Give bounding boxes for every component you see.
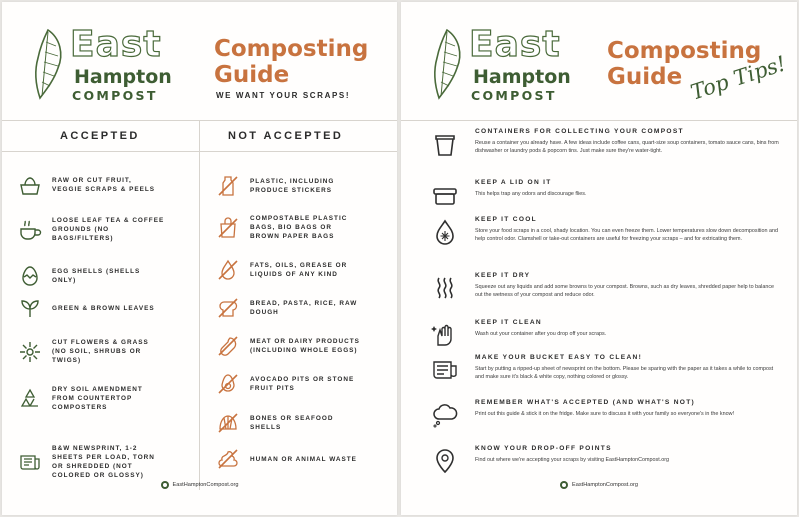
title-line-1: Composting: [214, 36, 369, 62]
tip-text: Find out where we're accepting your scraps by visiting EastHamptonCompost.org: [475, 457, 669, 463]
tip-item: [431, 216, 781, 246]
right-page: [401, 2, 797, 515]
tip-text: Reuse a container you already have. A few ideas include coffee cans, quart-size soup containers, tomato sauce cans, bins from dishwasher or laundry pods & popcorn tins. Just make sure they're water-tight.: [475, 140, 779, 154]
egg-icon: [18, 264, 42, 288]
tip-item: [431, 272, 781, 302]
leaves-icon: [18, 296, 42, 320]
tip-heading: KNOW YOUR DROP-OFF POINTS: [475, 445, 612, 452]
not-accepted-item: BONES OR SEAFOOD SHELLS: [216, 411, 333, 435]
no-avocado-icon: [216, 372, 240, 396]
divider: [401, 120, 797, 121]
produce-basket-icon: [18, 173, 42, 197]
tip-item: [431, 128, 781, 158]
map-pin-icon: [560, 481, 568, 489]
title-line-1: Composting: [607, 38, 762, 64]
tip-item: [431, 179, 781, 209]
tip-heading: CONTAINERS FOR COLLECTING YOUR COMPOST: [475, 128, 684, 135]
logo-hampton: Hampton: [473, 66, 571, 88]
accepted-item: RAW OR CUT FRUIT, VEGGIE SCRAPS & PEELS: [18, 173, 155, 197]
east-hampton-compost-logo: [30, 22, 200, 107]
no-waste-icon: [216, 447, 240, 471]
website-footer: [2, 481, 397, 489]
not-accepted-item: COMPOSTABLE PLASTIC BAGS, BIO BAGS OR BROWN PAPER BAGS: [216, 214, 347, 241]
thought-cloud-icon: [431, 401, 459, 429]
tip-text: This helps trap any odors and discourage flies.: [475, 191, 587, 197]
tip-text: Wash out your container after you drop off your scraps.: [475, 331, 607, 337]
title-line-2: Guide: [214, 62, 290, 88]
accepted-item: B&W NEWSPRINT, 1-2 SHEETS PER LOAD, TORN OR SHREDDED (NOT COLORED OR GLOSSY): [18, 444, 155, 480]
tip-heading: KEEP A LID ON IT: [475, 179, 552, 186]
no-oil-icon: [216, 258, 240, 282]
bucket-icon: [431, 130, 459, 158]
teacup-icon: [18, 218, 42, 242]
logo-compost: COMPOST: [72, 88, 158, 103]
no-bread-icon: [216, 296, 240, 320]
map-pin-icon: [161, 481, 169, 489]
tip-heading: KEEP IT CLEAN: [475, 319, 542, 326]
leaf-logo-icon: [429, 28, 467, 100]
not-accepted-item: AVOCADO PITS OR STONE FRUIT PITS: [216, 372, 354, 396]
page-subtitle: WE WANT YOUR SCRAPS!: [216, 91, 351, 100]
accepted-item: LOOSE LEAF TEA & COFFEE GROUNDS (NO BAGS/FILTERS): [18, 216, 164, 243]
no-plastic-icon: [216, 174, 240, 198]
website-footer: [401, 481, 797, 489]
tip-heading: REMEMBER WHAT'S ACCEPTED (AND WHAT'S NOT): [475, 399, 696, 406]
newspaper-icon: [18, 450, 42, 474]
tip-text: Print out this guide & stick it on the fridge. Make sure to discuss it with your family so everyone's in the know!: [475, 411, 734, 417]
tip-item: [431, 399, 781, 429]
not-accepted-item: BREAD, PASTA, RICE, RAW DOUGH: [216, 296, 357, 320]
tip-text: Store your food scraps in a cool, shady location. You can even freeze them. Lower temperatures slow down decomposition and help control odor. Clamshell or take-out containers are useful for freezing your scraps – and for extricating them.: [475, 228, 778, 242]
website-link[interactable]: EastHamptonCompost.org: [572, 482, 638, 488]
no-bags-icon: [216, 216, 240, 240]
website-link[interactable]: EastHamptonCompost.org: [172, 482, 239, 488]
accepted-header: ACCEPTED: [60, 130, 140, 142]
not-accepted-header: NOT ACCEPTED: [228, 130, 344, 142]
top-tips-tagline: Top Tips!: [687, 51, 789, 105]
logo-hampton: Hampton: [74, 66, 172, 88]
newspaper-icon: [431, 356, 459, 384]
steam-icon: [431, 274, 459, 302]
clean-hand-icon: [431, 321, 459, 349]
lidded-container-icon: [431, 181, 459, 209]
tip-heading: KEEP IT COOL: [475, 216, 538, 223]
title-line-2: Guide: [607, 64, 683, 90]
east-hampton-compost-logo: [429, 22, 599, 107]
accepted-item: EGG SHELLS (SHELLS ONLY): [18, 264, 140, 288]
tip-item: [431, 354, 781, 384]
tip-text: Squeeze out any liquids and add some browns to your compost. Browns, such as dry leaves, shredded paper help to balance out the wetness of your compost and reduce odor.: [475, 284, 775, 298]
not-accepted-item: PLASTIC, INCLUDING PRODUCE STICKERS: [216, 174, 334, 198]
flower-icon: [18, 340, 42, 364]
no-meat-icon: [216, 334, 240, 358]
not-accepted-item: HUMAN OR ANIMAL WASTE: [216, 447, 357, 471]
not-accepted-item: FATS, OILS, GREASE OR LIQUIDS OF ANY KIND: [216, 258, 347, 282]
cool-drop-icon: [431, 218, 459, 246]
accepted-item: CUT FLOWERS & GRASS (NO SOIL, SHRUBS OR TWIGS): [18, 338, 149, 365]
tip-item: [431, 445, 781, 475]
logo-compost: COMPOST: [471, 88, 557, 103]
tip-heading: KEEP IT DRY: [475, 272, 531, 279]
left-page: [2, 2, 397, 515]
accepted-item: DRY SOIL AMENDMENT FROM COUNTERTOP COMPOSTERS: [18, 385, 143, 412]
tip-heading: MAKE YOUR BUCKET EASY TO CLEAN!: [475, 354, 643, 361]
logo-east: East: [70, 24, 162, 65]
page-title: [214, 36, 368, 88]
not-accepted-item: MEAT OR DAIRY PRODUCTS (INCLUDING WHOLE EGGS): [216, 334, 360, 358]
no-shells-icon: [216, 411, 240, 435]
tip-text: Start by putting a ripped-up sheet of newsprint on the bottom. Please be sparing with the paper as it takes a while to compost and make sure it's black & white copy, nothing colored or glossy.: [475, 366, 774, 380]
logo-east: East: [469, 24, 561, 65]
accepted-item: GREEN & BROWN LEAVES: [18, 296, 155, 320]
column-divider: [199, 120, 200, 490]
recycle-icon: [18, 387, 42, 411]
leaf-logo-icon: [30, 28, 68, 100]
tip-item: [431, 319, 781, 349]
location-pin-icon: [431, 447, 459, 475]
